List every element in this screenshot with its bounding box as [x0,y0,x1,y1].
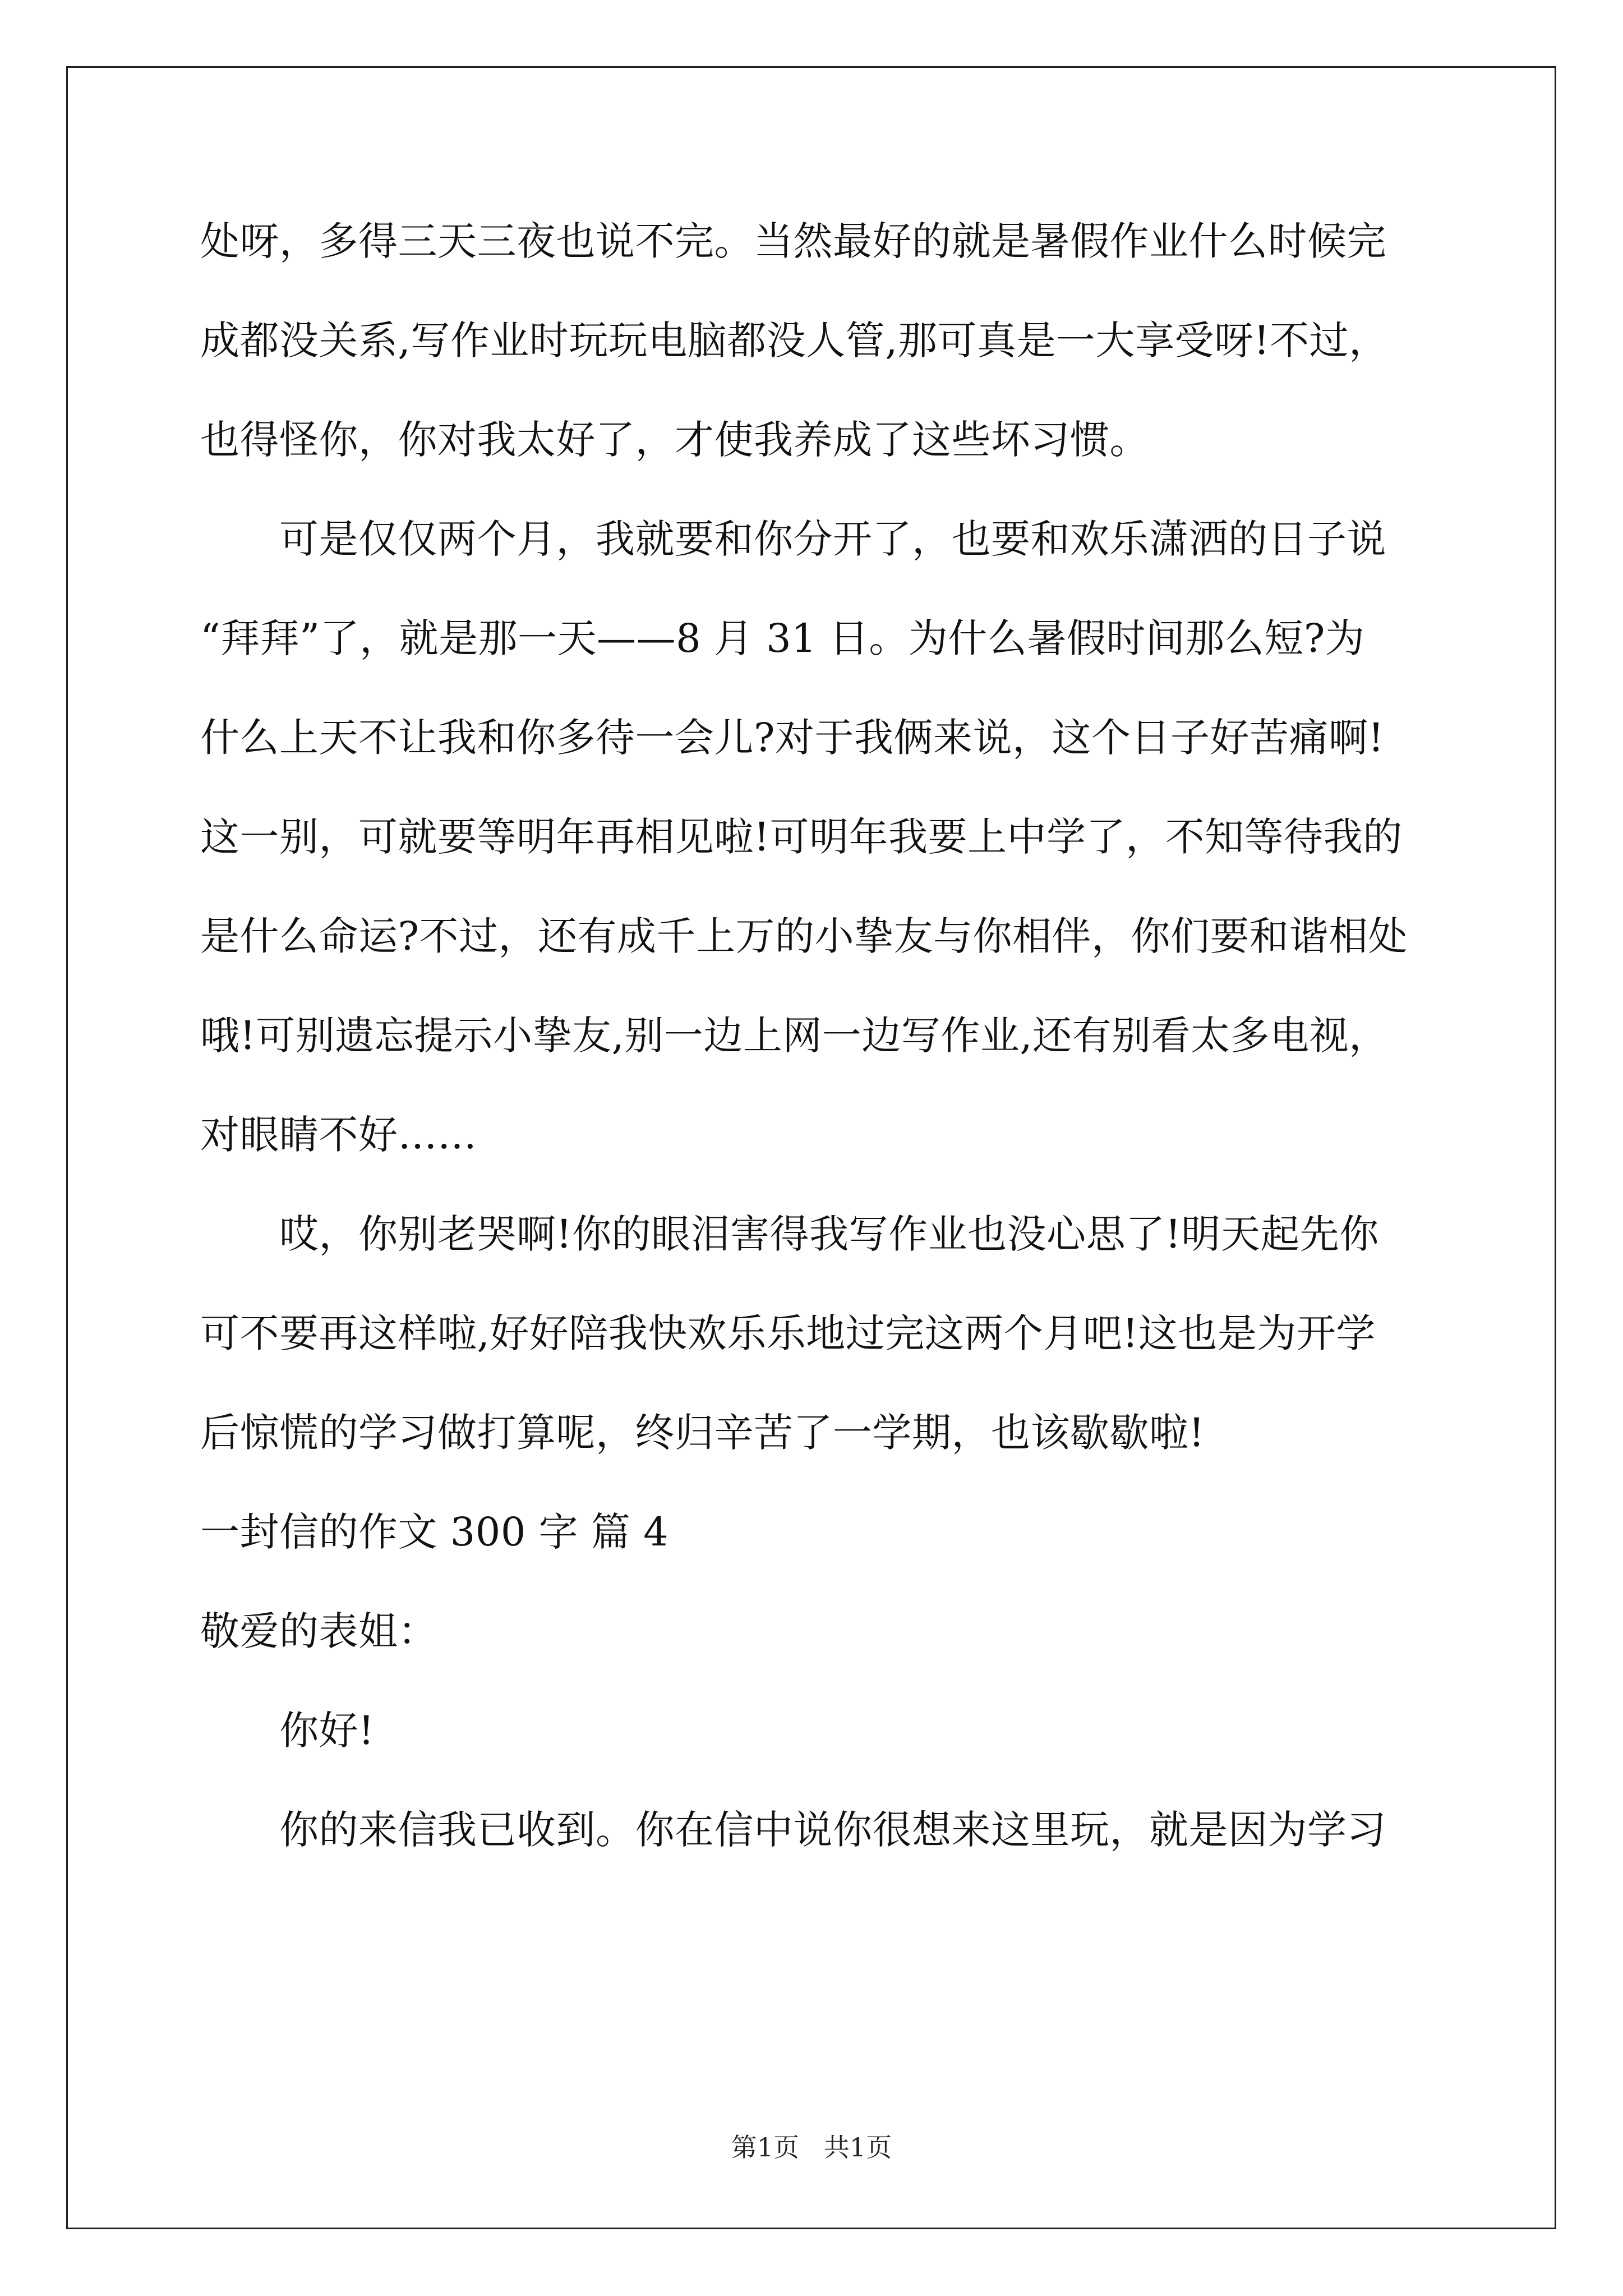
page-footer: 第1页 共1页 [731,2132,892,2162]
document-body [200,218,1423,1910]
text-line: 哎，你别老哭啊!你的眼泪害得我写作业也没心思了!明天起先你 [200,1211,1379,1257]
text-line: 什么上天不让我和你多待一会儿?对于我俩来说，这个日子好苦痛啊! [200,715,1385,761]
text-line: 对眼睛不好…… [200,1112,477,1158]
text-line: “拜拜”了，就是那一天——8 月 31 日。为什么暑假时间那么短?为 [200,615,1365,661]
text-line: 哦!可别遗忘提示小挚友,别一边上网一边写作业,还有别看太多电视， [200,1013,1389,1059]
text-line: 成都没关系,写作业时玩玩电脑都没人管,那可真是一大享受呀!不过， [200,318,1389,364]
letter-greeting: 你好! [200,1708,375,1754]
text-line: 也得怪你，你对我太好了，才使我养成了这些坏习惯。 [200,417,1149,463]
text-line: 是什么命运?不过，还有成千上万的小挚友与你相伴，你们要和谐相处 [200,913,1408,959]
section-heading: 一封信的作文 300 字 篇 4 [200,1509,669,1555]
text-line: 可是仅仅两个月，我就要和你分开了，也要和欢乐潇洒的日子说 [200,516,1386,562]
text-line: 你的来信我已收到。你在信中说你很想来这里玩，就是因为学习 [200,1807,1386,1853]
text-line: 处呀，多得三天三夜也说不完。当然最好的就是暑假作业什么时候完 [200,218,1386,264]
text-line: 可不要再这样啦,好好陪我快欢乐乐地过完这两个月吧!这也是为开学 [200,1310,1376,1356]
text-line: 这一别，可就要等明年再相见啦!可明年我要上中学了，不知等待我的 [200,814,1403,860]
text-line: 后惊慌的学习做打算呢，终归辛苦了一学期，也该歇歇啦! [200,1410,1205,1456]
letter-salutation: 敬爱的表姐： [200,1608,437,1654]
